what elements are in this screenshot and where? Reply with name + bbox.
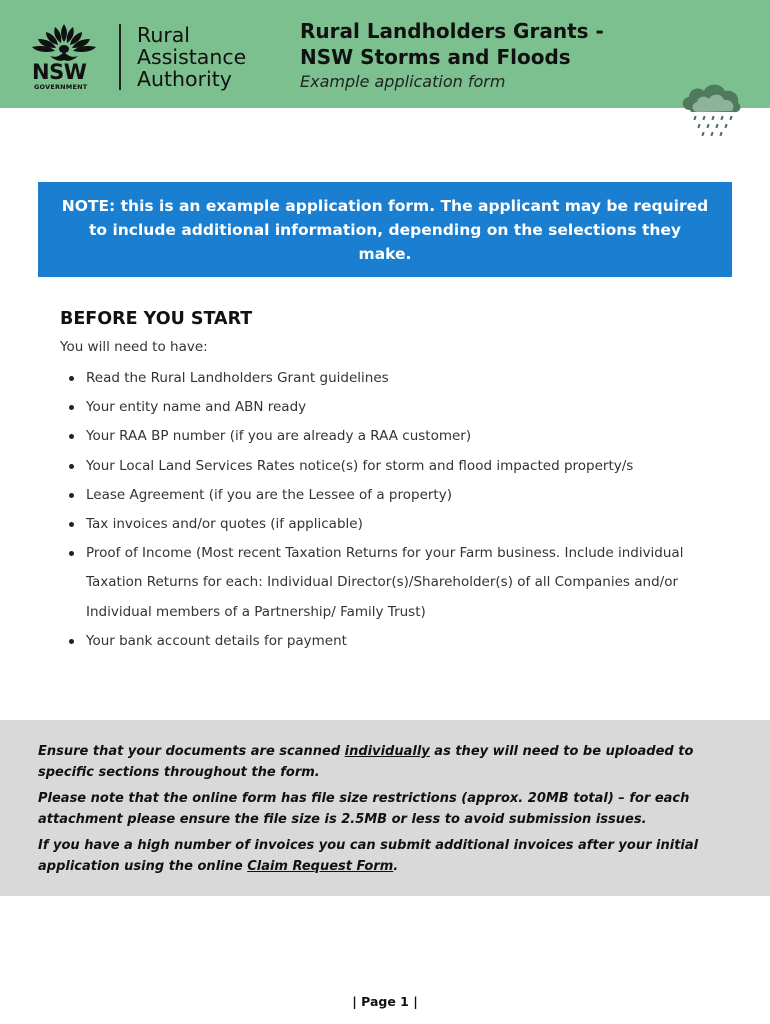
document-title-block bbox=[300, 18, 604, 94]
note-text: Ensure that your documents are scanned bbox=[38, 744, 345, 759]
upload-notes-panel bbox=[0, 720, 770, 896]
section-heading: BEFORE YOU START bbox=[60, 309, 253, 329]
note-text: as they will need to be uploaded to specific sections throughout the form. bbox=[38, 744, 694, 780]
document-subtitle: Example application form bbox=[300, 72, 506, 91]
upload-notes bbox=[38, 742, 738, 883]
agency-name bbox=[137, 24, 246, 90]
list-item: Your RAA BP number (if you are already a RAA customer) bbox=[86, 422, 726, 451]
page-number: | Page 1 | bbox=[352, 994, 418, 1009]
note-text: If you have a high number of invoices you can submit additional invoices after your initial application using the online bbox=[38, 838, 699, 874]
document-title-line: Rural Landholders Grants - bbox=[300, 19, 604, 43]
list-item: Your Local Land Services Rates notice(s) for storm and flood impacted property/s bbox=[86, 452, 726, 481]
agency-line: Authority bbox=[137, 67, 232, 91]
agency-line: Rural bbox=[137, 23, 191, 47]
requirements-list bbox=[86, 364, 726, 656]
header-banner bbox=[0, 0, 770, 108]
section-intro: You will need to have: bbox=[60, 339, 208, 355]
storm-cloud-rain-icon bbox=[676, 80, 744, 142]
nsw-wordmark: NSW bbox=[32, 60, 87, 84]
document-title-line: NSW Storms and Floods bbox=[300, 45, 571, 69]
emphasis-underline: individually bbox=[344, 744, 430, 759]
note-banner: NOTE: this is an example application form. The applicant may be required to include additional information, depending on the selections they make. bbox=[38, 182, 732, 277]
list-item: Proof of Income (Most recent Taxation Returns for your Farm business. Include individual Taxation Returns for each: Individual Director(s)/Shareholder(s) of all Companies and/or Individual members of a Partnership/ Family Trust) bbox=[86, 539, 726, 627]
nsw-rural-assistance-logo bbox=[30, 22, 280, 94]
list-item: Read the Rural Landholders Grant guidelines bbox=[86, 364, 726, 393]
note-text: . bbox=[393, 858, 399, 874]
list-item: Tax invoices and/or quotes (if applicable) bbox=[86, 510, 726, 539]
note-paragraph bbox=[38, 836, 738, 877]
list-item: Lease Agreement (if you are the Lessee of a property) bbox=[86, 481, 726, 510]
logo-divider bbox=[119, 24, 121, 90]
note-paragraph bbox=[38, 742, 738, 783]
agency-line: Assistance bbox=[137, 45, 247, 69]
list-item: Your bank account details for payment bbox=[86, 627, 726, 656]
list-item: Your entity name and ABN ready bbox=[86, 393, 726, 422]
government-wordmark: GOVERNMENT bbox=[34, 83, 88, 91]
claim-request-form-link[interactable]: Claim Request Form bbox=[247, 858, 394, 874]
waratah-icon bbox=[30, 22, 98, 64]
note-paragraph: Please note that the online form has file size restrictions (approx. 20MB total) – for each attachment please ensure the file size is 2.5MB or less to avoid submission issues. bbox=[38, 791, 690, 827]
